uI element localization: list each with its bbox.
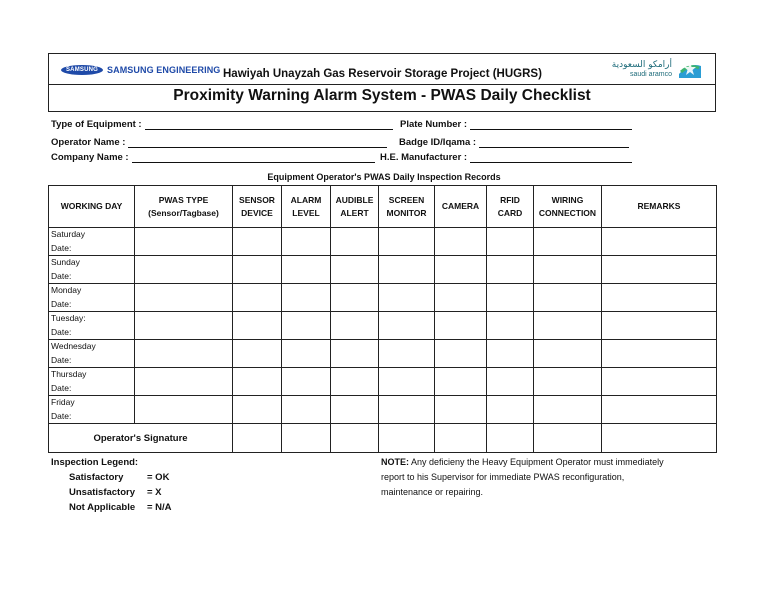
entry-cell-rfid-card[interactable] [487,340,534,368]
project-title: Hawiyah Unayzah Gas Reservoir Storage Project (HUGRS) [223,68,542,80]
signature-cell[interactable] [233,424,282,453]
entry-cell-alarm-level[interactable] [282,396,331,424]
day-name: Sunday [51,257,80,267]
entry-cell-wiring-connection[interactable] [534,256,602,284]
column-header-text: PWAS TYPE [158,194,209,205]
column-header-text: WORKING DAY [60,201,123,211]
column-header-text: CONNECTION [538,207,597,218]
legend-value: = OK [147,472,170,483]
plate-number-label: Plate Number : [400,119,468,130]
operator-name-label: Operator Name : [51,137,126,148]
entry-cell-camera[interactable] [435,256,487,284]
entry-cell-camera[interactable] [435,312,487,340]
column-header-text: ALARM [290,194,322,205]
entry-cell-screen-monitor[interactable] [379,228,435,256]
signature-row [49,424,717,453]
note-body: Any deficieny the Heavy Equipment Operator must immediately report to his Supervisor for immediate PWAS reconfiguration, maintenance or repairing. [381,457,664,497]
legend-label: Satisfactory [69,472,124,483]
entry-cell-pwas-type[interactable] [135,228,233,256]
badge-id-line[interactable] [479,139,629,148]
entry-cell-audible-alert[interactable] [331,312,379,340]
working-day-cell [49,256,135,284]
working-day-cell [49,312,135,340]
day-name: Thursday [51,369,87,379]
samsung-engineering-logo [61,65,220,75]
operator-signature-label: Operator's Signature [49,424,233,453]
day-name: Tuesday: [51,313,86,323]
table-row [49,256,717,284]
entry-cell-alarm-level[interactable] [282,312,331,340]
entry-cell-alarm-level[interactable] [282,256,331,284]
column-header-text: WIRING [551,194,584,205]
legend-item [51,470,172,485]
column-header-text: AUDIBLE [335,194,374,205]
column-header-alarm-level [282,186,331,228]
legend-item [51,500,172,515]
date-label: Date: [51,298,72,309]
signature-cell[interactable] [487,424,534,453]
table-row [49,228,717,256]
signature-cell[interactable] [602,424,717,453]
date-label: Date: [51,270,72,281]
column-header-text: DEVICE [241,207,273,218]
column-header-text: ALERT [340,207,369,218]
operator-name-line[interactable] [128,139,387,148]
entry-cell-remarks[interactable] [602,256,717,284]
column-header-rfid-card [487,186,534,228]
entry-cell-alarm-level[interactable] [282,284,331,312]
he-manufacturer-field[interactable] [380,152,632,163]
entry-cell-rfid-card[interactable] [487,284,534,312]
column-header-working-day [49,186,135,228]
aramco-arabic-text: أرامكو السعودية [611,60,672,70]
entry-cell-wiring-connection[interactable] [534,340,602,368]
plate-number-field[interactable] [400,119,632,130]
table-row [49,340,717,368]
column-header-text: SENSOR [239,194,275,205]
column-header-camera [435,186,487,228]
entry-cell-remarks[interactable] [602,396,717,424]
records-title: Equipment Operator's PWAS Daily Inspection Records [267,172,501,182]
legend-label: Unsatisfactory [69,487,135,498]
column-header-text: (Sensor/Tagbase) [148,207,219,218]
column-header-text: CARD [497,207,523,218]
entry-cell-camera[interactable] [435,368,487,396]
column-header-text: MONITOR [386,207,427,218]
day-name: Friday [51,397,75,407]
entry-cell-pwas-type[interactable] [135,368,233,396]
legend-item [51,485,172,500]
title-box [48,84,716,112]
column-header-text: REMARKS [637,201,681,211]
entry-cell-audible-alert[interactable] [331,396,379,424]
note-text [381,455,671,500]
entry-cell-sensor-device[interactable] [233,340,282,368]
page-title: Proximity Warning Alarm System - PWAS Daily Checklist [173,87,591,104]
entry-cell-alarm-level[interactable] [282,368,331,396]
entry-cell-sensor-device[interactable] [233,228,282,256]
signature-cell[interactable] [331,424,379,453]
entry-cell-remarks[interactable] [602,312,717,340]
aramco-english-text: saudi aramco [629,71,672,78]
he-manufacturer-label: H.E. Manufacturer : [380,152,468,163]
column-header-audible-alert [331,186,379,228]
column-header-sensor-device [233,186,282,228]
operator-name-field[interactable] [51,137,387,148]
entry-cell-screen-monitor[interactable] [379,312,435,340]
company-name-label: Company Name : [51,152,129,163]
entry-cell-rfid-card[interactable] [487,396,534,424]
entry-cell-sensor-device[interactable] [233,256,282,284]
entry-cell-sensor-device[interactable] [233,396,282,424]
inspection-table [48,185,717,453]
document-header [48,53,716,85]
entry-cell-camera[interactable] [435,340,487,368]
table-header-row [49,186,717,228]
date-label: Date: [51,410,72,421]
column-header-screen-monitor [379,186,435,228]
day-name: Monday [51,285,82,295]
entry-cell-remarks[interactable] [602,368,717,396]
column-header-text: LEVEL [292,207,320,218]
entry-cell-wiring-connection[interactable] [534,396,602,424]
date-label: Date: [51,354,72,365]
day-name: Wednesday [51,341,96,351]
entry-cell-rfid-card[interactable] [487,256,534,284]
entry-cell-remarks[interactable] [602,284,717,312]
column-header-text: SCREEN [388,194,425,205]
badge-id-label: Badge ID/Iqama : [399,137,477,148]
entry-cell-rfid-card[interactable] [487,312,534,340]
signature-cell[interactable] [534,424,602,453]
entry-cell-screen-monitor[interactable] [379,396,435,424]
column-header-text: CAMERA [441,201,480,211]
table-row [49,284,717,312]
entry-cell-pwas-type[interactable] [135,256,233,284]
signature-cell[interactable] [435,424,487,453]
table-row [49,312,717,340]
samsung-logo-icon: SAMSUNG [61,65,103,75]
entry-cell-sensor-device[interactable] [233,312,282,340]
table-row [49,368,717,396]
entry-cell-screen-monitor[interactable] [379,284,435,312]
working-day-cell [49,284,135,312]
note-label: NOTE: [381,457,409,467]
type-of-equipment-field[interactable] [51,119,393,130]
column-header-text: RFID [500,194,520,205]
entry-cell-screen-monitor[interactable] [379,340,435,368]
saudi-aramco-logo [612,60,703,80]
entry-cell-rfid-card[interactable] [487,228,534,256]
date-label: Date: [51,382,72,393]
entry-cell-audible-alert[interactable] [331,256,379,284]
entry-cell-audible-alert[interactable] [331,228,379,256]
signature-cell[interactable] [282,424,331,453]
badge-id-field[interactable] [399,137,629,148]
working-day-cell [49,368,135,396]
entry-cell-alarm-level[interactable] [282,228,331,256]
working-day-cell [49,396,135,424]
aramco-star-icon [677,60,703,80]
working-day-cell [49,228,135,256]
date-label: Date: [51,326,72,337]
entry-cell-remarks[interactable] [602,340,717,368]
column-header-remarks [602,186,717,228]
entry-cell-camera[interactable] [435,284,487,312]
samsung-engineering-text: SAMSUNG ENGINEERING [107,65,221,75]
type-of-equipment-label: Type of Equipment : [51,119,142,130]
entry-cell-sensor-device[interactable] [233,284,282,312]
working-day-cell [49,340,135,368]
column-header-pwas-type [135,186,233,228]
table-row [49,396,717,424]
he-manufacturer-line[interactable] [470,154,632,163]
legend-label: Not Applicable [69,502,136,513]
entry-cell-pwas-type[interactable] [135,312,233,340]
entry-cell-pwas-type[interactable] [135,284,233,312]
entry-cell-audible-alert[interactable] [331,284,379,312]
type-of-equipment-line[interactable] [145,121,393,130]
entry-cell-pwas-type[interactable] [135,396,233,424]
entry-cell-audible-alert[interactable] [331,368,379,396]
plate-number-line[interactable] [470,121,632,130]
date-label: Date: [51,242,72,253]
legend-value: = X [147,487,162,498]
entry-cell-remarks[interactable] [602,228,717,256]
legend-title: Inspection Legend: [51,457,139,468]
signature-cell[interactable] [379,424,435,453]
entry-cell-wiring-connection[interactable] [534,228,602,256]
entry-cell-sensor-device[interactable] [233,368,282,396]
column-header-wiring-connection [534,186,602,228]
entry-cell-wiring-connection[interactable] [534,284,602,312]
entry-cell-alarm-level[interactable] [282,340,331,368]
entry-cell-wiring-connection[interactable] [534,312,602,340]
entry-cell-camera[interactable] [435,228,487,256]
legend-value: = N/A [147,502,172,513]
day-name: Saturday [51,229,86,239]
entry-cell-screen-monitor[interactable] [379,368,435,396]
entry-cell-camera[interactable] [435,396,487,424]
entry-cell-rfid-card[interactable] [487,368,534,396]
company-name-line[interactable] [132,154,375,163]
inspection-legend [51,455,172,515]
entry-cell-pwas-type[interactable] [135,340,233,368]
company-name-field[interactable] [51,152,375,163]
entry-cell-audible-alert[interactable] [331,340,379,368]
entry-cell-wiring-connection[interactable] [534,368,602,396]
entry-cell-screen-monitor[interactable] [379,256,435,284]
